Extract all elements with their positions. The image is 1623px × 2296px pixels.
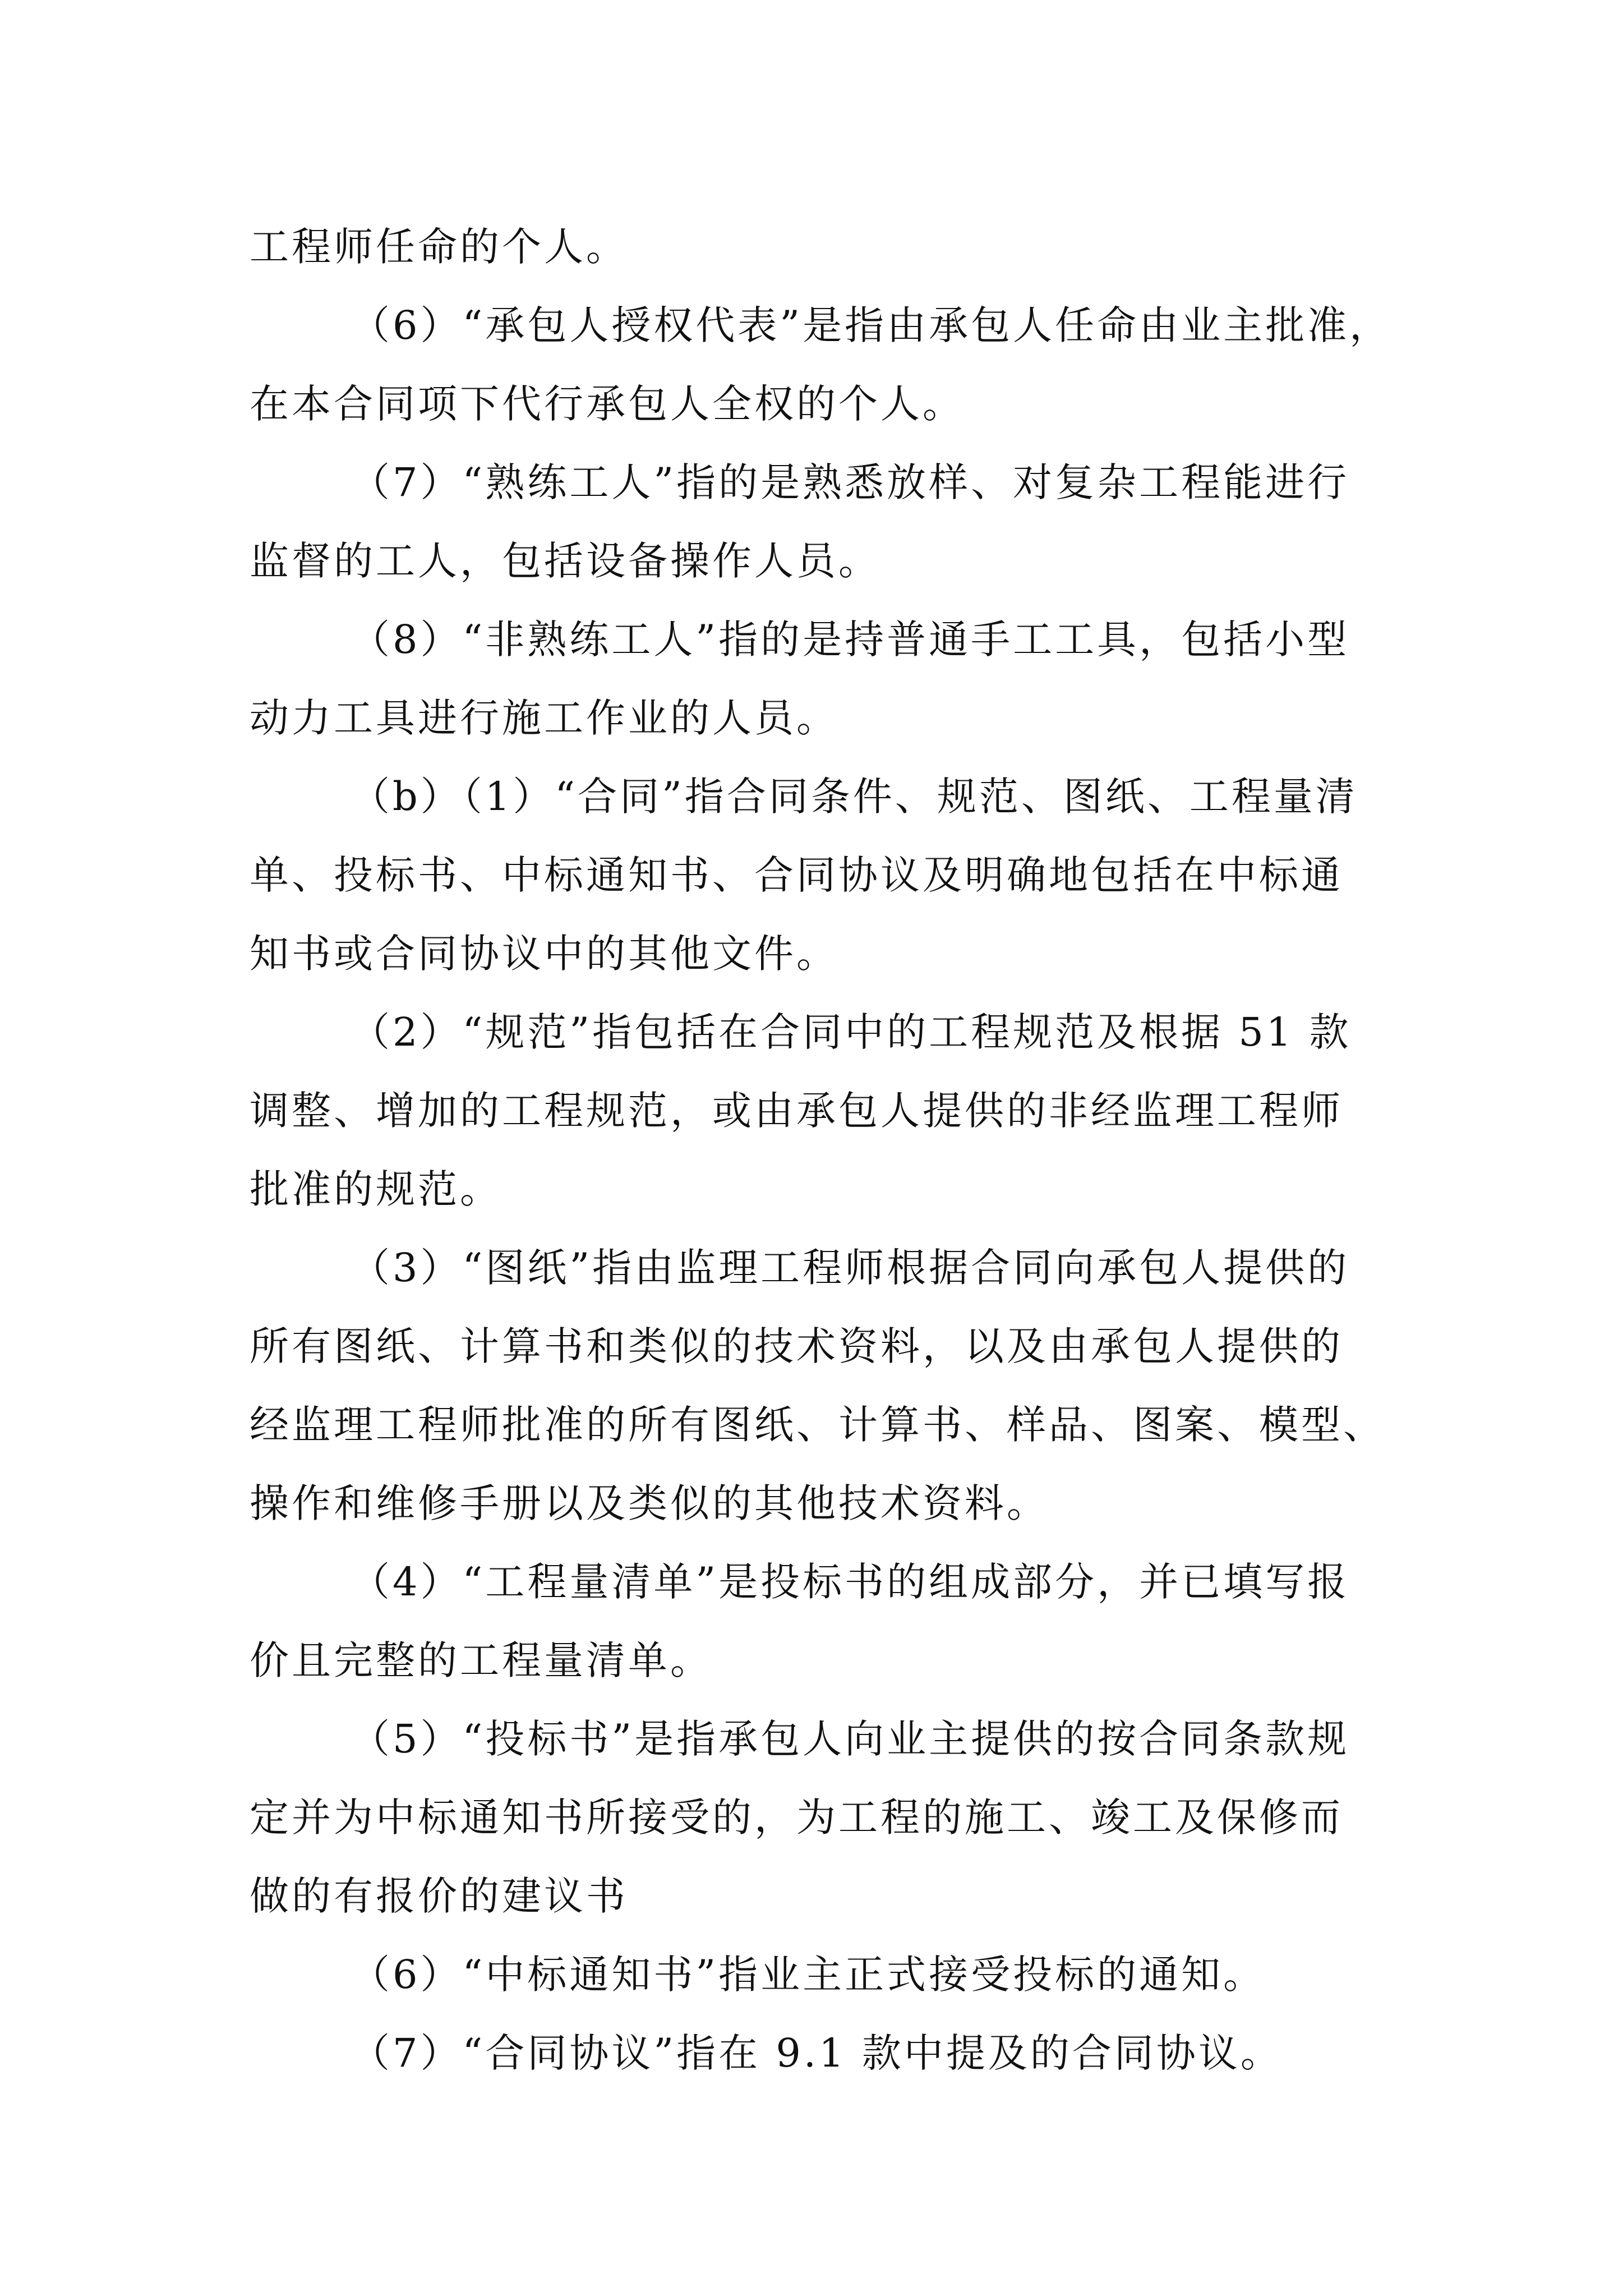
text-line: 做的有报价的建议书 — [250, 1873, 628, 1919]
text-line: （4）“工程量清单”是投标书的组成部分，并已填写报 — [351, 1559, 1350, 1605]
text-line: （2）“规范”指包括在合同中的工程规范及根据 51 款 — [351, 1009, 1352, 1055]
text-line: 在本合同项下代行承包人全权的个人。 — [250, 381, 965, 427]
text-line: 单、投标书、中标通知书、合同协议及明确地包括在中标通 — [250, 852, 1343, 898]
paragraph-letter-of-acceptance — [250, 1935, 1427, 2014]
text-line: 所有图纸、计算书和类似的技术资料，以及由承包人提供的 — [250, 1323, 1343, 1369]
paragraph-drawings — [250, 1228, 1427, 1543]
text-line: 动力工具进行施工作业的人员。 — [250, 695, 838, 741]
paragraph-contract-agreement — [250, 2014, 1427, 2092]
text-line: 经监理工程师批准的所有图纸、计算书、样品、图案、模型、 — [250, 1402, 1385, 1448]
text-line: （7）“熟练工人”指的是熟悉放样、对复杂工程能进行 — [351, 459, 1350, 505]
text-line: 知书或合同协议中的其他文件。 — [250, 931, 838, 977]
text-line: （7）“合同协议”指在 9.1 款中提及的合同协议。 — [351, 2030, 1283, 2076]
text-line: 批准的规范。 — [250, 1166, 502, 1212]
paragraph-tender — [250, 1700, 1427, 1935]
text-line: （6）“承包人授权代表”是指由承包人任命由业主批准， — [351, 302, 1392, 348]
text-line: 工程师任命的个人。 — [250, 224, 628, 270]
text-line: 监督的工人，包括设备操作人员。 — [250, 538, 880, 584]
paragraph-contract — [250, 757, 1427, 993]
text-line: （5）“投标书”是指承包人向业主提供的按合同条款规 — [351, 1716, 1350, 1762]
paragraph-contractor-authorized-representative — [250, 286, 1427, 443]
paragraph-continuation — [250, 208, 1427, 286]
text-line: 价且完整的工程量清单。 — [250, 1637, 712, 1683]
text-line: （8）“非熟练工人”指的是持普通手工工具，包括小型 — [351, 616, 1350, 662]
paragraph-skilled-workers — [250, 443, 1427, 600]
text-line: 调整、增加的工程规范，或由承包人提供的非经监理工程师 — [250, 1088, 1343, 1134]
text-line: 定并为中标通知书所接受的，为工程的施工、竣工及保修而 — [250, 1795, 1343, 1841]
text-line: （3）“图纸”指由监理工程师根据合同向承包人提供的 — [351, 1245, 1350, 1291]
paragraph-unskilled-workers — [250, 600, 1427, 757]
text-line: （6）“中标通知书”指业主正式接受投标的通知。 — [351, 1952, 1266, 1998]
document-body — [250, 208, 1427, 2092]
paragraph-specification — [250, 993, 1427, 1228]
text-line: 操作和维修手册以及类似的其他技术资料。 — [250, 1480, 1049, 1526]
paragraph-bill-of-quantities — [250, 1543, 1427, 1700]
text-line: （b）（1）“合同”指合同条件、规范、图纸、工程量清 — [351, 774, 1358, 820]
